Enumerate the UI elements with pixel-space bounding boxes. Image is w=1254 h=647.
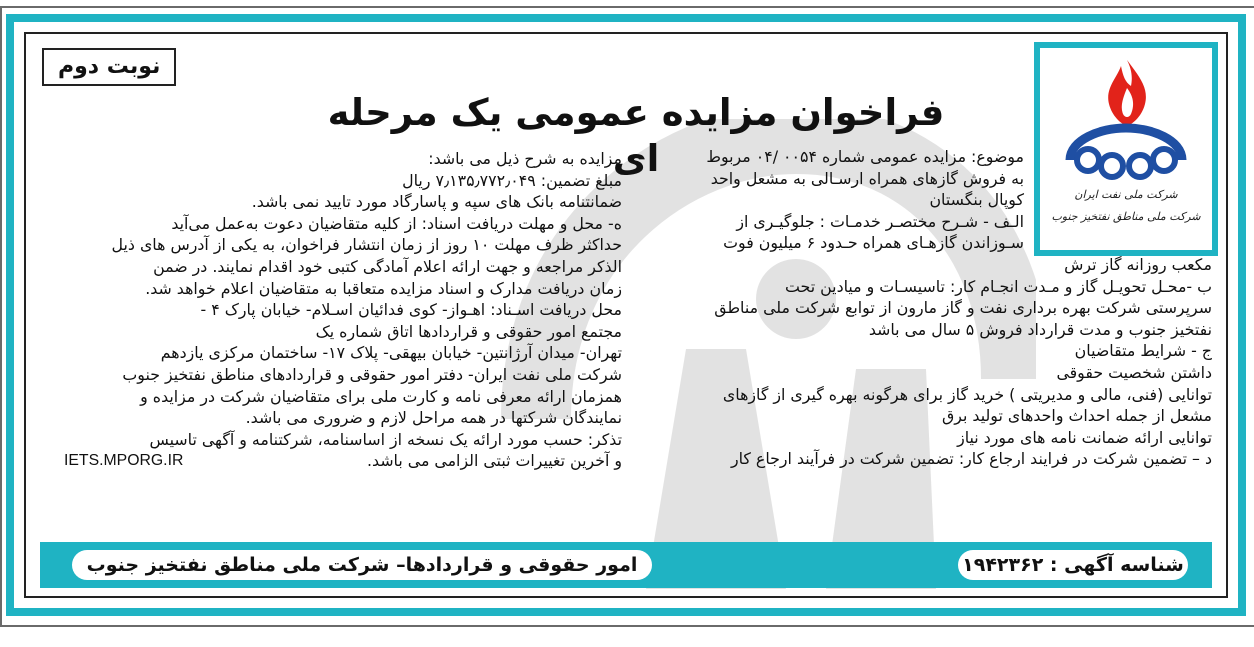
text-line: د – تضمین شرکت در فرایند ارجاع کار: تضمین شرکت در فرآیند ارجاع کار (730, 449, 1212, 469)
text-line: توانایی (فنی، مالی و مدیریتی ) خرید گاز برای هرگونه بهره گیری از گازهای (722, 384, 1212, 404)
text-line: مشعل از جمله احداث واحدهای تولید برق (942, 406, 1212, 426)
page-top-rule (0, 6, 1254, 8)
text-line: الذکر مراجعه و جهت ارائه اعلام آمادگی کتبی خود اقدام نمایند. در ضمن (153, 256, 622, 276)
last-line-text: و آخرین تغییرات ثبتی الزامی می باشد. (367, 451, 622, 471)
footer-bar (40, 542, 1212, 588)
second-round-badge: نوبت دوم (42, 48, 176, 86)
text-line: زمان دریافت مدارک و اسناد مزایده متعاقبا به متقاضیان اعلام خواهد شد. (145, 278, 622, 298)
text-line: کوپال بنگستان (929, 190, 1024, 210)
text-line: حداکثر ظرف مهلت ۱۰ روز از زمان انتشار فراخوان، به یکی از آدرس های ذیل (111, 235, 622, 255)
text-line: تهران- میدان آرژانتین- خیابان بیهقی- پلاک ۱۷- ساختمان مرکزی یازدهم (160, 343, 622, 363)
issuer-name: امور حقوقی و قراردادها– شرکت ملی مناطق نفتخیز جنوب (72, 550, 652, 580)
text-line: مزایده به شرح ذیل می باشد: (428, 149, 622, 168)
text-line: محل دریافت اسـناد: اهـواز- کوی فدائیان اسـلام- خیابان پارک ۴ - (200, 300, 622, 320)
text-line: ه- محل و مهلت دریافت اسناد: از کلیه متقاضیان دعوت به‌عمل می‌آید (171, 213, 622, 233)
text-line: شرکت ملی نفت ایران- دفتر امور حقوقی و قراردادهای مناطق نفتخیز جنوب (122, 364, 622, 384)
text-line: نفتخیز جنوب و مدت قرارداد فروش ۵ سال می باشد (868, 319, 1212, 339)
text-line: داشتن شخصیت حقوقی (1056, 362, 1212, 382)
text-line: ضمانتنامه بانک های سپه و پاسارگاد مورد تایید نمی باشد. (251, 192, 622, 212)
text-line: مجتمع امور حقوقی و قراردادها اتاق شماره یک (315, 321, 622, 341)
text-line: به فروش گازهای همراه ارسـالی به مشعل واحد (710, 168, 1024, 188)
logo-caption-nioc: شرکت ملی نفت ایران (1074, 188, 1178, 201)
advertisement-frame (6, 14, 1246, 616)
text-line: ب -محـل تحویـل گاز و مـدت انجـام کار: تاسیسـات و میادین تحت (785, 276, 1212, 296)
text-line: نمایندگان شرکتها در همه مراحل لازم و ضروری می باشد. (245, 408, 622, 428)
text-line: موضوع: مزایده عمومی شماره ۰۰۵۴ /۰۴ مربوط (706, 147, 1024, 166)
text-line: ج - شرایط متقاضیان (1074, 341, 1212, 361)
logo-caption-nisoc: شرکت ملی مناطق نفتخیز جنوب (1051, 210, 1201, 223)
right-column (678, 146, 1212, 470)
ad-id: شناسه آگهی : ۱۹۴۲۳۶۲ (958, 550, 1188, 580)
text-line: توانایی ارائه ضمانت نامه های مورد نیاز (957, 427, 1212, 447)
text-line: سرپرستی شرکت بهره برداری نفت و گاز مارون از توابع شرکت ملی مناطق (714, 298, 1212, 318)
page-left-rule (0, 6, 2, 626)
website-link[interactable]: IETS.MPORG.IR (64, 452, 184, 470)
text-line: تذکر: حسب مورد ارائه یک نسخه از اساسنامه، شرکتنامه و آگهی تاسیس (149, 429, 622, 449)
advertisement-body (24, 32, 1228, 598)
last-line (64, 450, 622, 472)
text-line: همزمان ارائه معرفی نامه و کارت ملی برای متقاضیان شرکت در مزایده و (140, 386, 622, 406)
text-line: مکعب روزانه گاز ترش (1064, 254, 1212, 274)
page-bottom-rule (0, 625, 1254, 627)
guarantee-amount: مبلغ تضمین: ۷٫۱۳۵٫۷۷۲٫۰۴۹ ریال (402, 170, 622, 190)
left-column (64, 148, 622, 472)
page-title: فراخوان مزایده عمومی یک مرحله ای (327, 91, 945, 180)
right-column-intro (678, 146, 1024, 254)
text-line: الـف - شـرح مختصـر خدمـات : جلوگیـری از (736, 211, 1024, 231)
text-line: سـوزاندن گازهـای همراه حـدود ۶ میلیون فوت (723, 233, 1024, 253)
